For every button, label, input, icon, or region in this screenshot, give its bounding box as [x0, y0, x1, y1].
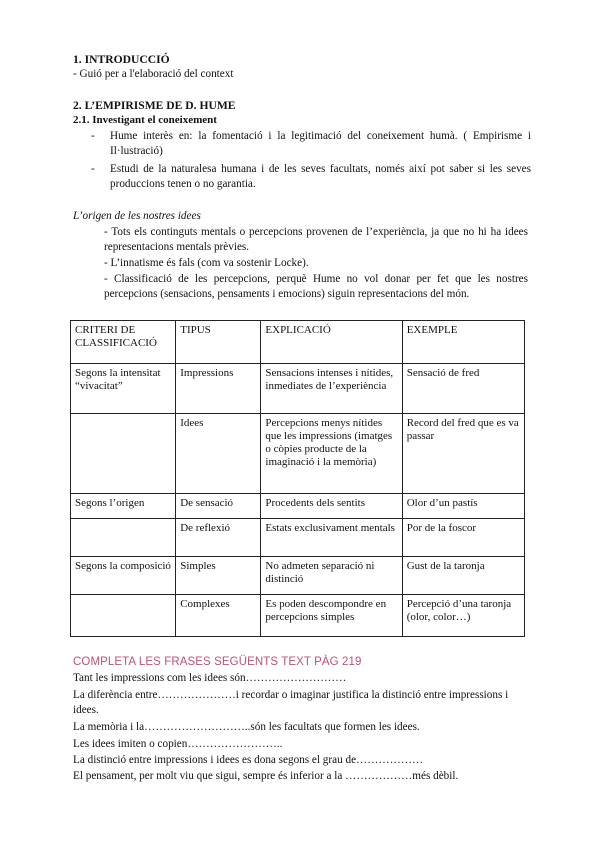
table-header-row [71, 321, 525, 364]
table-cell: De sensació [176, 494, 261, 519]
table-cell: Segons la intensitat “vivacitat” [71, 364, 176, 414]
table-cell: Sensació de fred [402, 364, 524, 414]
table-cell: No admeten separació ni distinció [261, 557, 402, 595]
bullet-2 [91, 162, 531, 194]
bullet-dash: - [91, 130, 95, 142]
table-cell [71, 595, 176, 637]
bullet-dash: - [91, 163, 95, 175]
table-cell: Idees [176, 414, 261, 494]
table-cell: Por de la foscor [402, 519, 524, 557]
table-cell: Percepcions menys nítides que les impressions (imatges o còpies producte de la imaginació i la memòria) [261, 414, 402, 494]
perception-classification-table [70, 320, 525, 637]
exercise-sentence: El pensament, per molt viu que sigui, sempre és inferior a la ………………més dèbil. [73, 770, 459, 782]
table-cell: Gust de la taronja [402, 557, 524, 595]
section-1-heading: 1. INTRODUCCIÓ [73, 53, 170, 66]
table-cell: Segons l’origen [71, 494, 176, 519]
origin-paragraph-2: - L’innatisme és fals (com va sostenir Locke). [104, 257, 309, 269]
table-cell [71, 519, 176, 557]
table-header-cell: EXEMPLE [402, 321, 524, 364]
origin-paragraph-1: - Tots els continguts mentals o percepcions provenen de l’experiència, ja que no hi ha idees representacions mentals prèvies. [104, 226, 528, 253]
origin-paragraph-3: - Classificació de les percepcions, perquè Hume no vol donar per fet que les nostres percepcions (sensacions, pensaments i emocions) siguin representacions del món. [104, 273, 528, 300]
table-row [71, 494, 525, 519]
origin-title: L’origen de les nostres idees [73, 210, 201, 222]
table-cell: Sensacions intenses i nítides, inmediates de l’experiència [261, 364, 402, 414]
table-header-cell: EXPLICACIÓ [261, 321, 402, 364]
exercise-sentence: La distinció entre impressions i idees es dona segons el grau de……………… [73, 754, 424, 766]
table-cell: Es poden descompondre en percepcions simples [261, 595, 402, 637]
table-cell [71, 414, 176, 494]
section-2-heading: 2. L’EMPIRISME DE D. HUME [73, 99, 236, 112]
exercise-sentence: idees. [73, 704, 99, 716]
table-header-cell: CRITERI DE CLASSIFICACIÓ [71, 321, 176, 364]
table-row [71, 414, 525, 494]
table-cell: Procedents dels sentits [261, 494, 402, 519]
section-1-line: - Guió per a l'elaboració del context [73, 68, 234, 80]
section-2-subheading: 2.1. Investigant el coneixement [73, 114, 217, 126]
table-header-cell: TIPUS [176, 321, 261, 364]
table-row [71, 519, 525, 557]
table-row [71, 557, 525, 595]
table-cell: Impressions [176, 364, 261, 414]
bullet-text: Hume interès en: la fomentació i la legitimació del coneixement humà. ( Empirisme i Il·lustració) [110, 130, 531, 157]
exercise-sentence: La diferència entre…………………i recordar o imaginar justifica la distinció entre impressions i [73, 689, 509, 701]
table-cell: Olor d’un pastís [402, 494, 524, 519]
bullet-1 [91, 129, 531, 161]
table-cell: Complexes [176, 595, 261, 637]
exercise-sentence: La memòria i la………………………..són les facultats que formen les idees. [73, 721, 420, 733]
table-cell: Percepció d’una taronja (olor, color…) [402, 595, 524, 637]
table-row [71, 364, 525, 414]
table-cell: Segons la composició [71, 557, 176, 595]
exercise-sentence: Les idees imiten o copien…………………….. [73, 738, 283, 750]
exercise-sentence: Tant les impressions com les idees són……………………… [73, 672, 347, 684]
table-cell: De reflexió [176, 519, 261, 557]
table-row [71, 595, 525, 637]
table-cell: Simples [176, 557, 261, 595]
exercise-title: COMPLETA LES FRASES SEGÜENTS TEXT PÀG 219 [73, 656, 362, 668]
bullet-text: Estudi de la naturalesa humana i de les seves facultats, només així pot saber si les seves produccions tenen o no garantia. [110, 163, 531, 190]
table-cell: Estats exclusivament mentals [261, 519, 402, 557]
table-cell: Record del fred que es va passar [402, 414, 524, 494]
